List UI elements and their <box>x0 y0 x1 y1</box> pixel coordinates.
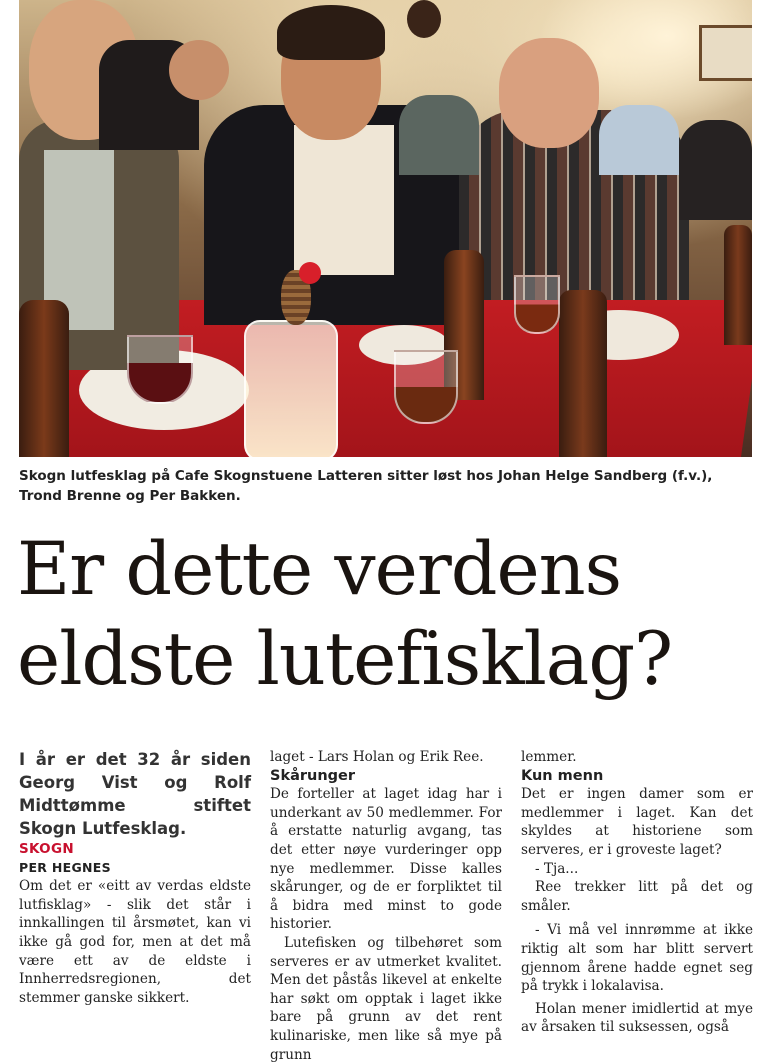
paragraph: Lutefisken og tilbehøret som serveres er av utmerket kvalitet. Men det påstås likevel at enkelte har søkt om opptak i laget ikke bare på grunn av det rent kulinariske, men like så mye på grunn <box>270 934 502 1063</box>
column-1 <box>19 748 251 1007</box>
paragraph: Holan mener imidlertid at mye av årsaken til suksessen, også <box>521 1000 753 1036</box>
subheading: Skårunger <box>270 767 356 784</box>
paragraph: lemmer. <box>521 749 577 765</box>
paragraph: Det er ingen damer som er medlemmer i laget. Kan det skyldes at historiene som serveres, er i groveste laget? <box>521 786 753 858</box>
paragraph: Om det er «eitt av verdas eldste lutfisklag» - slik det står i innkallingen til årsmøtet, kan vi ikke gå god for, men at det må være ett av de eldste i Innherredsregionen, det stemmer ganske sikkert. <box>19 878 251 1006</box>
column-2 <box>270 748 502 1064</box>
paragraph: Ree trekker litt på det og småler. <box>521 879 753 914</box>
article-photo <box>19 0 752 457</box>
paragraph: laget - Lars Holan og Erik Ree. <box>270 749 484 765</box>
paragraph: De forteller at laget idag har i underkant av 50 medlemmer. For å erstatte naturlig avgang, tas det etter nøye vurderinger opp nye medlemmer. Disse kalles skårunger, og de er forpliktet til å bidra med minst to gode historier. <box>270 786 502 933</box>
photo-caption: Skogn lutfesklag på Cafe Skognstuene Latteren sitter løst hos Johan Helge Sandberg (f.v.), Trond Brenne og Per Bakken. <box>19 468 713 504</box>
paragraph: - Tja... <box>535 860 579 877</box>
subheading: Kun menn <box>521 767 604 784</box>
byline: PER HEGNES <box>19 859 111 875</box>
paragraph: - Vi må vel innrømme at ikke riktig alt som har blitt servert gjennom årene hadde egnet seg på trykk i lokalavisa. <box>521 922 753 995</box>
headline: Er dette verdens eldste lutefisklag? <box>17 527 673 702</box>
column-3 <box>521 748 753 1037</box>
lead-text: I år er det 32 år siden Georg Vist og Rolf Midttømme stiftet Skogn Lutfesklag. <box>19 750 251 838</box>
dateline-place: SKOGN <box>19 841 74 857</box>
